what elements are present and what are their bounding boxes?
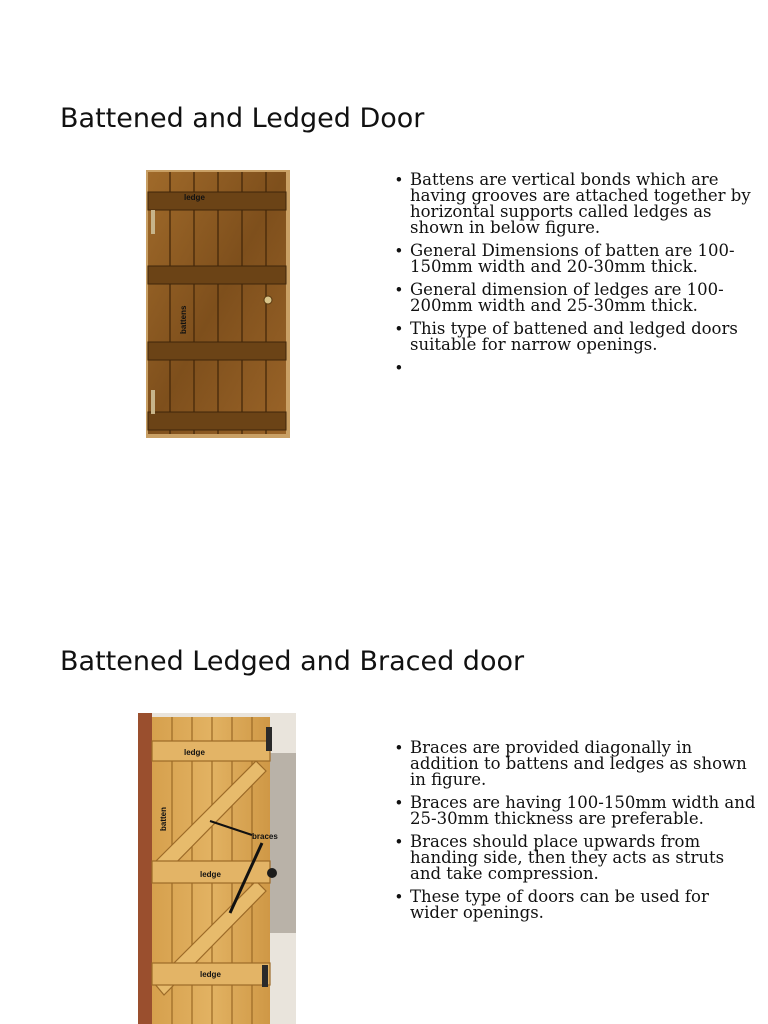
- ledge-middle: [148, 342, 286, 360]
- bullet-item: • Braces are provided diagonally in addition to battens and ledges as shown in figure.: [396, 740, 756, 788]
- bullet-item: • Braces should place upwards from handing side, then they acts as struts and take compression.: [396, 834, 756, 882]
- bullet-item: • This type of battened and ledged doors suitable for narrow openings.: [396, 321, 756, 353]
- battened-ledged-door-figure: [146, 170, 290, 438]
- bullet-item: • These type of doors can be used for wider openings.: [396, 889, 756, 921]
- slide-battened-ledged-braced-door: [0, 512, 768, 1024]
- bullet-item: • General Dimensions of batten are 100-150mm width and 20-30mm thick.: [396, 243, 756, 275]
- bullet-item-empty: [396, 360, 756, 376]
- hinge-bottom-icon: [262, 965, 268, 987]
- label-ledge-middle: ledge: [200, 870, 221, 879]
- ledge-upper: [148, 266, 286, 284]
- hinge-bottom: [151, 390, 155, 414]
- battened-ledged-braced-door-figure: [138, 713, 296, 1024]
- door-knob-icon: [264, 296, 272, 304]
- bullet-list: [396, 172, 756, 383]
- label-batten: batten: [159, 807, 168, 831]
- bullet-item: • Braces are having 100-150mm width and 25-30mm thickness are preferable.: [396, 795, 756, 827]
- slide-title: Battened and Ledged Door: [60, 103, 425, 134]
- label-battens: battens: [179, 305, 188, 334]
- hinge-top: [151, 210, 155, 234]
- ledge-top: [152, 741, 270, 761]
- bullet-item: • General dimension of ledges are 100-200mm width and 25-30mm thick.: [396, 282, 756, 314]
- label-ledge-bottom: ledge: [200, 970, 221, 979]
- label-braces: braces: [252, 832, 278, 841]
- door-frame: [138, 713, 152, 1024]
- slide-title: Battened Ledged and Braced door: [60, 646, 525, 677]
- label-ledge: ledge: [184, 193, 205, 202]
- bullet-list: [396, 740, 756, 928]
- bullet-item: • Battens are vertical bonds which are having grooves are attached together by horizontal supports called ledges as shown in below figure.: [396, 172, 756, 236]
- ledge-bottom: [148, 412, 286, 430]
- hinge-top-icon: [266, 727, 272, 751]
- ledge-top: [148, 192, 286, 210]
- label-ledge-top: ledge: [184, 748, 205, 757]
- door-handle-icon: [267, 868, 277, 878]
